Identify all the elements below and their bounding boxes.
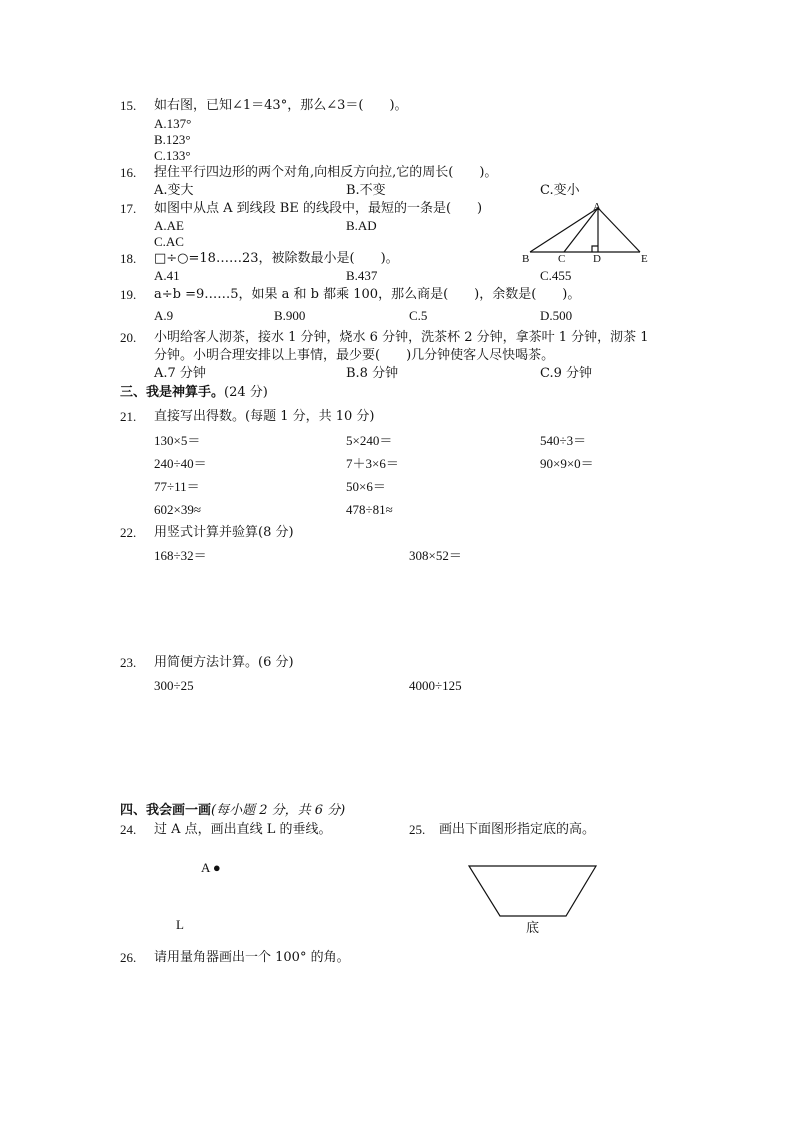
q18-text: □÷○=18……23，被除数最小是( )。 bbox=[154, 251, 399, 266]
q25-number: 25. bbox=[409, 822, 426, 837]
q19-option-d: D.500 bbox=[540, 308, 573, 323]
q21-number: 21. bbox=[120, 409, 137, 424]
point-a-label: A ● bbox=[201, 860, 221, 875]
q26-number: 26. bbox=[120, 950, 137, 965]
q17-option-a: A.AE bbox=[154, 218, 184, 233]
q18-number: 18. bbox=[120, 251, 137, 266]
q15-option-b: B.123° bbox=[154, 132, 191, 147]
q16-text: 捏住平行四边形的两个对角,向相反方向拉,它的周长( )。 bbox=[154, 165, 498, 180]
triangle-figure bbox=[520, 198, 650, 268]
q15-option-a: A.137° bbox=[154, 116, 192, 131]
section4-score: (每小题 2 分，共 6 分) bbox=[211, 803, 346, 818]
calc-item: 602×39≈ bbox=[154, 502, 201, 517]
trapezoid-figure bbox=[468, 864, 598, 920]
vertical-calc-item: 308×52＝ bbox=[409, 548, 462, 563]
calc-item: 478÷81≈ bbox=[346, 502, 393, 517]
q23-text: 用简便方法计算。(6 分) bbox=[154, 655, 294, 670]
label-c: C bbox=[558, 253, 566, 265]
q18-option-c: C.455 bbox=[540, 268, 572, 283]
q22-number: 22. bbox=[120, 525, 137, 540]
q20-number: 20. bbox=[120, 330, 137, 345]
q19-option-c: C.5 bbox=[409, 308, 428, 323]
q17-number: 17. bbox=[120, 201, 137, 216]
q21-text: 直接写出得数。(每题 1 分，共 10 分) bbox=[154, 409, 375, 424]
simplify-item: 4000÷125 bbox=[409, 678, 462, 693]
vertical-calc-item: 168÷32＝ bbox=[154, 548, 207, 563]
calc-item: 130×5＝ bbox=[154, 433, 201, 448]
q20-text-line1: 小明给客人沏茶，接水 1 分钟，烧水 6 分钟，洗茶杯 2 分钟，拿茶叶 1 分钟，沏茶 1 bbox=[154, 330, 649, 345]
q22-text: 用竖式计算并验算(8 分) bbox=[154, 525, 294, 540]
section4-heading bbox=[120, 803, 345, 819]
q16-option-c: C.变小 bbox=[540, 183, 580, 198]
section3-title: 三、我是神算手。 bbox=[120, 385, 225, 400]
q18-option-b: B.437 bbox=[346, 268, 378, 283]
q24-number: 24. bbox=[120, 822, 137, 837]
q17-text: 如图中从点 A 到线段 BE 的线段中，最短的一条是( ) bbox=[154, 201, 483, 216]
q24-text: 过 A 点，画出直线 L 的垂线。 bbox=[154, 822, 332, 837]
line-l-label: L bbox=[176, 917, 184, 932]
q26-text: 请用量角器画出一个 100° 的角。 bbox=[154, 950, 350, 965]
q19-text: a÷b =9……5，如果 a 和 b 都乘 100，那么商是( )，余数是( )。 bbox=[154, 287, 581, 302]
calc-item: 77÷11＝ bbox=[154, 479, 200, 494]
calc-item: 90×9×0＝ bbox=[540, 456, 594, 471]
q19-option-a: A.9 bbox=[154, 308, 174, 323]
segment-ae bbox=[598, 208, 640, 252]
q18-option-a: A.41 bbox=[154, 268, 180, 283]
q20-text-line2: 分钟。小明合理安排以上事情，最少要( )几分钟使客人尽快喝茶。 bbox=[154, 348, 555, 363]
calc-item: 540÷3＝ bbox=[540, 433, 587, 448]
q20-option-c: C.9 分钟 bbox=[540, 366, 593, 381]
q15-option-c: C.133° bbox=[154, 148, 191, 163]
calc-item: 7＋3×6＝ bbox=[346, 456, 399, 471]
label-a: A bbox=[593, 201, 601, 213]
q16-number: 16. bbox=[120, 165, 137, 180]
label-e: E bbox=[641, 253, 648, 265]
q17-option-b: B.AD bbox=[346, 218, 377, 233]
q16-option-a: A.变大 bbox=[154, 183, 194, 198]
q16-option-b: B.不变 bbox=[346, 183, 386, 198]
calc-item: 50×6＝ bbox=[346, 479, 386, 494]
calc-item: 240÷40＝ bbox=[154, 456, 207, 471]
trapezoid-shape bbox=[469, 866, 596, 916]
q15-text: 如右图，已知∠1＝43°，那么∠3＝( )。 bbox=[154, 98, 408, 113]
calc-item: 5×240＝ bbox=[346, 433, 393, 448]
q23-number: 23. bbox=[120, 655, 137, 670]
q15-number: 15. bbox=[120, 98, 137, 113]
base-label: 底 bbox=[526, 921, 540, 936]
q20-option-a: A.7 分钟 bbox=[154, 366, 206, 381]
q17-option-c: C.AC bbox=[154, 234, 184, 249]
section4-title: 四、我会画一画 bbox=[120, 803, 212, 818]
segment-ab bbox=[530, 208, 598, 252]
q25-text: 画出下面图形指定底的高。 bbox=[439, 822, 596, 837]
section3-score: (24 分) bbox=[224, 385, 268, 400]
label-d: D bbox=[593, 253, 601, 265]
q19-option-b: B.900 bbox=[274, 308, 306, 323]
simplify-item: 300÷25 bbox=[154, 678, 194, 693]
label-b: B bbox=[522, 253, 530, 265]
section3-heading bbox=[120, 385, 268, 401]
q19-number: 19. bbox=[120, 287, 137, 302]
q20-option-b: B.8 分钟 bbox=[346, 366, 399, 381]
